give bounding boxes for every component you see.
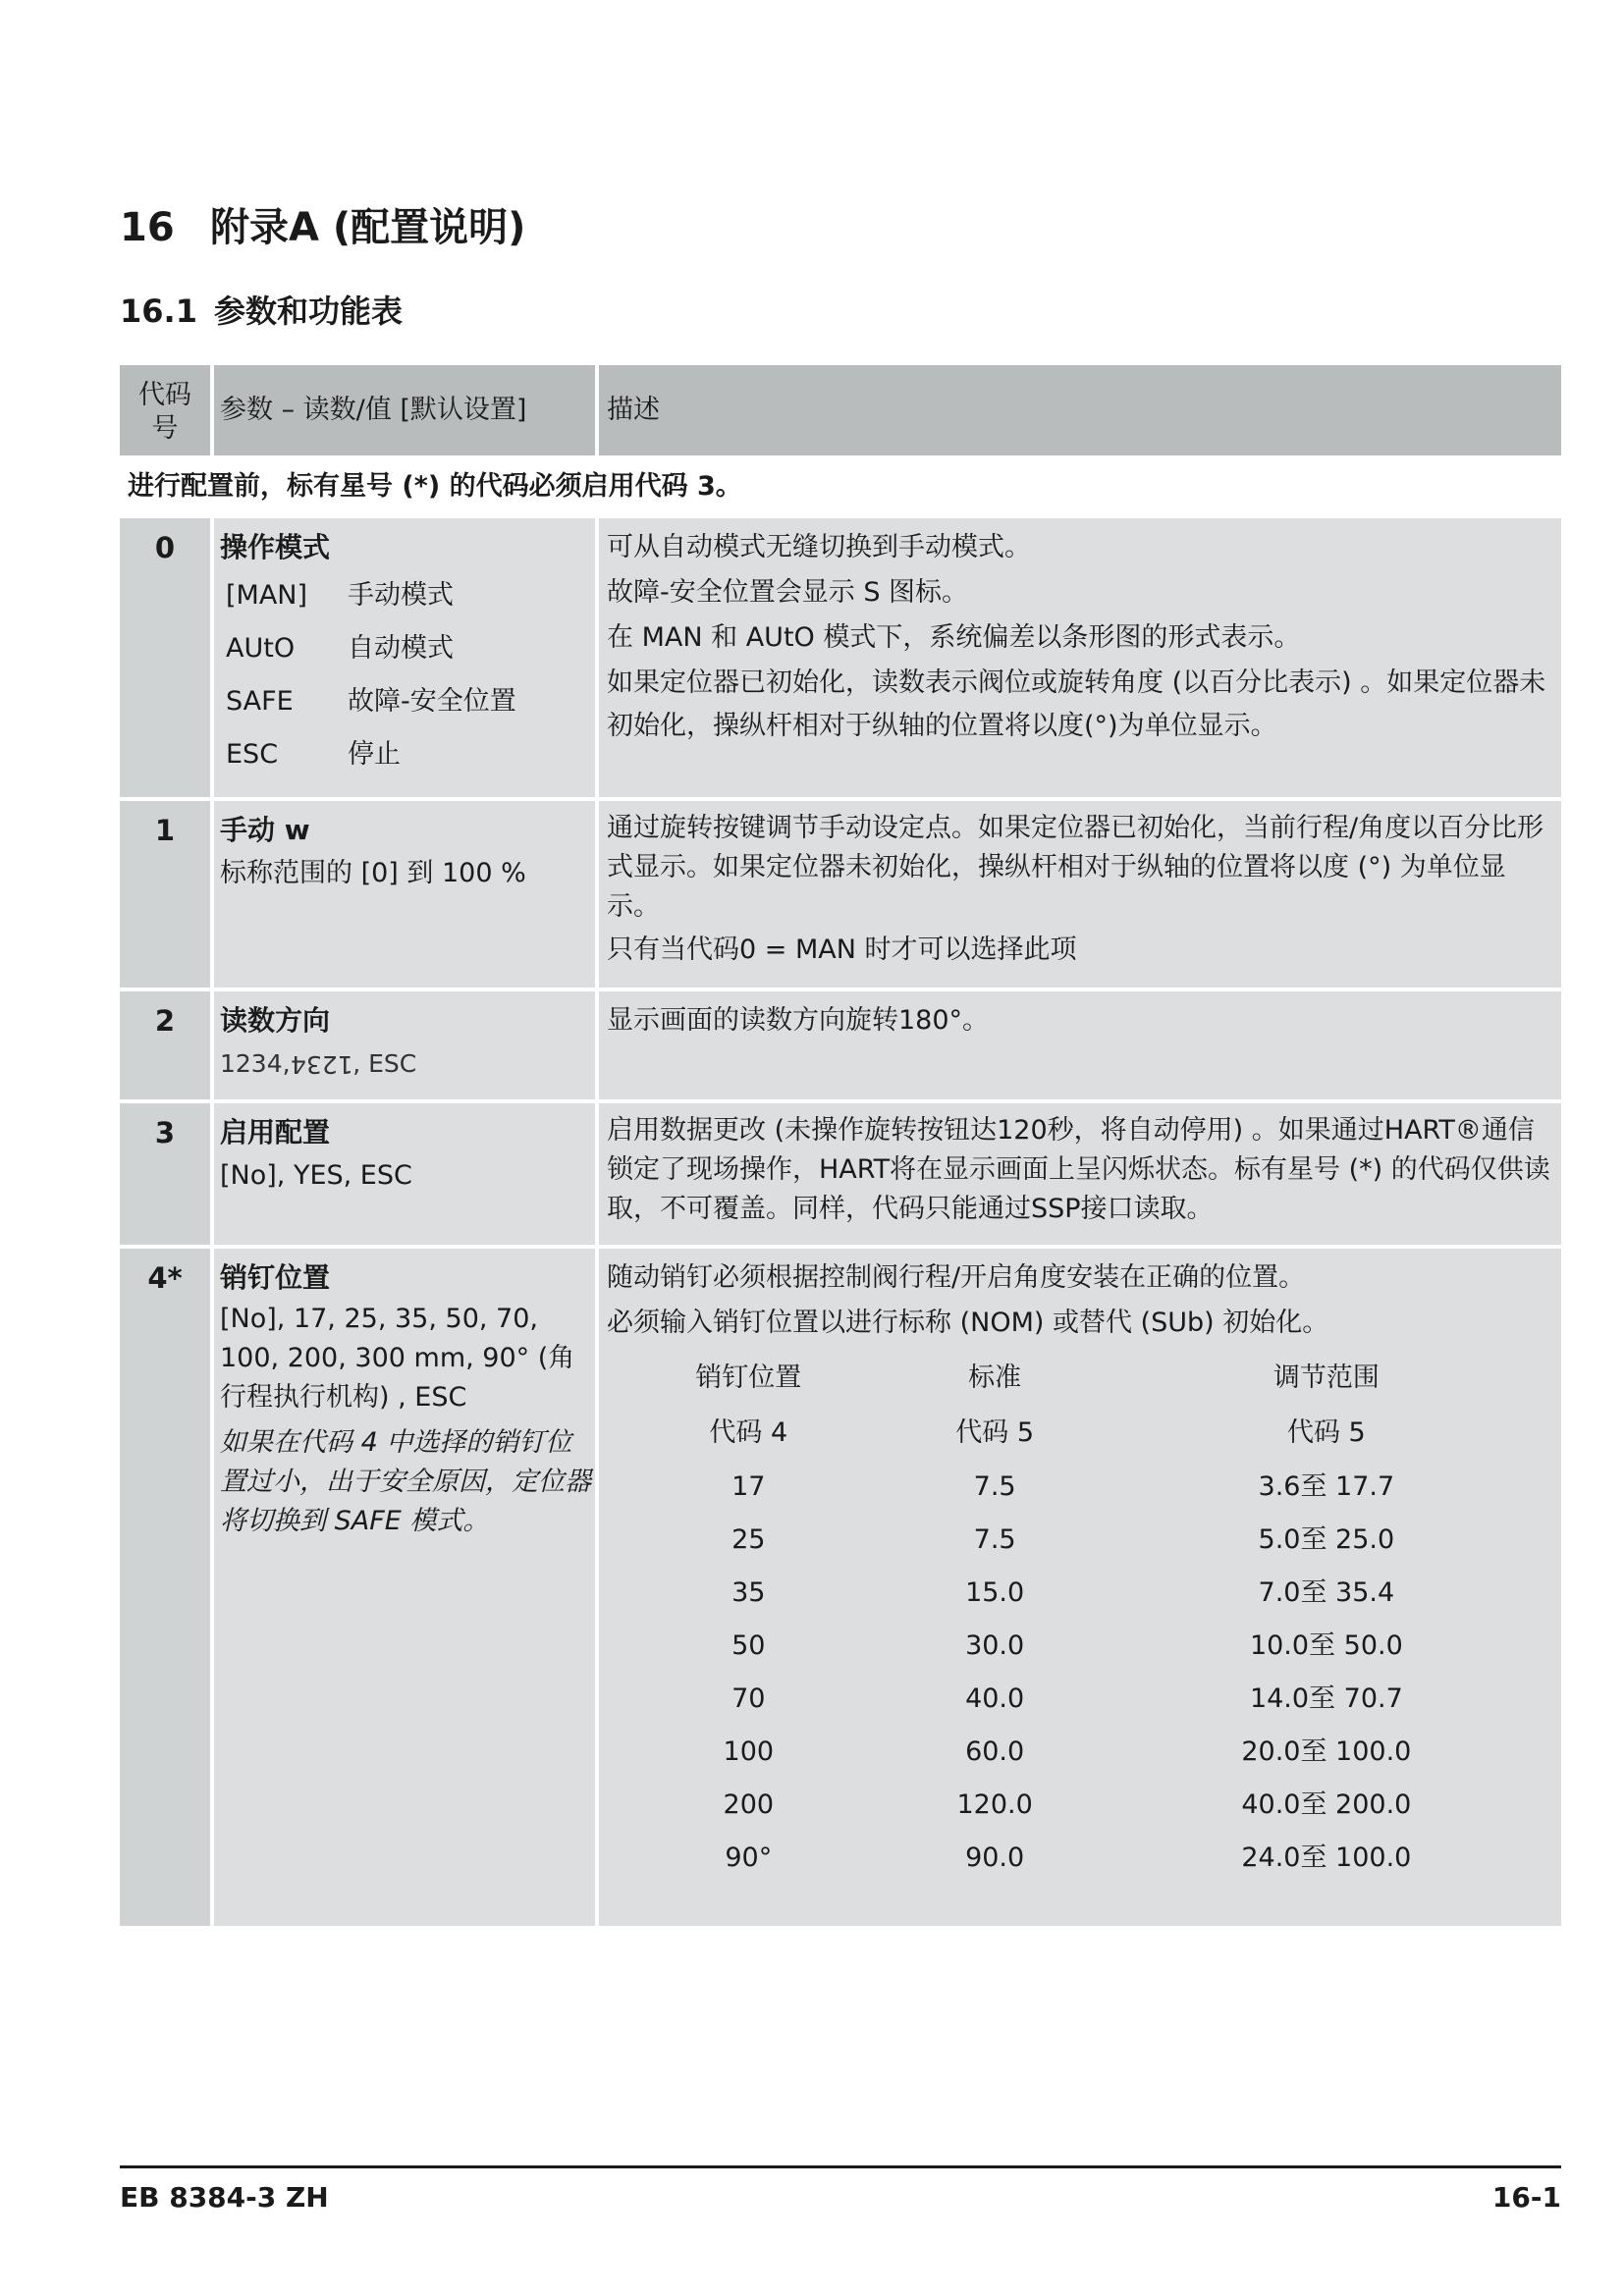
pin-cell: 120.0 <box>956 1789 1033 1820</box>
pin-cell: 70 <box>731 1683 766 1714</box>
section-number: 16.1 <box>120 293 197 330</box>
pin-row <box>607 1673 1553 1726</box>
row-param <box>210 1249 595 1930</box>
pin-cell: 50 <box>731 1630 766 1661</box>
pin-position-table <box>607 1351 1553 1885</box>
pin-header: 标准 <box>968 1362 1022 1393</box>
pin-row <box>607 1620 1553 1673</box>
desc-line: 随动销钉必须根据控制阀行程/开启角度安装在正确的位置。 <box>607 1262 1306 1293</box>
row-desc <box>595 801 1561 991</box>
option-item: AUtO 自动模式 <box>226 633 454 664</box>
pin-cell: 35 <box>731 1577 766 1608</box>
parameter-table <box>120 365 1561 1930</box>
pin-row <box>607 1726 1553 1779</box>
row-param <box>210 991 595 1103</box>
pin-row <box>607 1779 1553 1832</box>
pin-row <box>607 1567 1553 1620</box>
pin-cell: 20.0至 100.0 <box>1241 1736 1412 1767</box>
footer-page-number: 16-1 <box>1491 2181 1561 2214</box>
pin-cell: 30.0 <box>965 1630 1025 1661</box>
section-heading <box>120 287 403 332</box>
chapter-title: 附录A (配置说明) <box>210 205 526 250</box>
row-param <box>210 1103 595 1249</box>
pin-cell: 90° <box>725 1842 773 1873</box>
note-row <box>120 459 1561 518</box>
desc-line: 故障-安全位置会显示 S 图标。 <box>607 577 969 608</box>
pin-cell: 17 <box>731 1471 766 1502</box>
header-param: 参数 – 读数/值 [默认设置] <box>210 365 595 459</box>
desc-line: 必须输入销钉位置以进行标称 (NOM) 或替代 (SUb) 初始化。 <box>607 1308 1329 1338</box>
pin-row <box>607 1832 1553 1885</box>
desc-line: 通过旋转按键调节手动设定点。如果定位器已初始化，当前行程/角度以百分比形式显示。如果定位器未初始化，操纵杆相对于纵轴的位置将以度 (°) 为单位显示。 <box>607 813 1544 922</box>
table-row <box>120 518 1561 801</box>
pin-cell: 40.0 <box>965 1683 1025 1714</box>
pin-header: 代码 5 <box>955 1417 1035 1448</box>
desc-line: 启用数据更改 (未操作旋转按钮达120秒，将自动停用) 。如果通过HART®通信锁定了现场操作，HART将在显示画面上呈闪烁状态。标有星号 (*) 的代码仅供读取，不可覆盖。同样，代码只能通过SSP接口读取。 <box>607 1115 1550 1224</box>
row-code: 2 <box>120 991 210 1103</box>
row-code: 1 <box>120 801 210 991</box>
pin-cell: 14.0至 70.7 <box>1249 1683 1403 1714</box>
table-row <box>120 1249 1561 1930</box>
row-desc <box>595 518 1561 801</box>
pin-cell: 7.5 <box>973 1471 1016 1502</box>
row-param <box>210 518 595 801</box>
row-desc <box>595 1103 1561 1249</box>
table-header-row <box>120 365 1561 459</box>
pin-cell: 40.0至 200.0 <box>1241 1789 1412 1820</box>
param-name: 读数方向 <box>220 1004 331 1037</box>
row-code: 4* <box>120 1249 210 1930</box>
param-warning: 如果在代码 4 中选择的销钉位置过小，出于安全原因，定位器将切换到 SAFE 模式。 <box>220 1427 591 1536</box>
pin-cell: 7.5 <box>973 1524 1016 1555</box>
desc-line: 在 MAN 和 AUtO 模式下，系统偏差以条形图的形式表示。 <box>607 622 1301 653</box>
pin-header: 代码 5 <box>1286 1417 1366 1448</box>
pin-cell: 100 <box>723 1736 775 1767</box>
param-values: 1234,1234, ESC <box>220 1049 417 1079</box>
pin-header: 调节范围 <box>1272 1362 1380 1393</box>
pin-cell: 5.0至 25.0 <box>1258 1524 1395 1555</box>
option-item: SAFE 故障-安全位置 <box>226 686 516 717</box>
pin-cell: 24.0至 100.0 <box>1241 1842 1412 1873</box>
param-name: 启用配置 <box>220 1116 331 1148</box>
param-name: 手动 w <box>220 814 310 846</box>
pin-cell: 200 <box>723 1789 775 1820</box>
table-row <box>120 801 1561 991</box>
pin-cell: 15.0 <box>965 1577 1025 1608</box>
option-item: [MAN] 手动模式 <box>226 580 454 611</box>
pin-cell: 60.0 <box>965 1736 1025 1767</box>
pin-header: 销钉位置 <box>695 1362 802 1393</box>
param-name: 操作模式 <box>220 531 331 563</box>
pin-cell: 3.6至 17.7 <box>1258 1471 1395 1502</box>
footer-rule <box>120 2165 1561 2168</box>
row-desc <box>595 991 1561 1103</box>
option-item: ESC 停止 <box>226 739 401 770</box>
desc-line: 只有当代码0 = MAN 时才可以选择此项 <box>607 934 1077 965</box>
chapter-heading <box>120 196 525 252</box>
desc-line: 可从自动模式无缝切换到手动模式。 <box>607 532 1031 562</box>
param-name: 销钉位置 <box>220 1261 331 1294</box>
param-values: 标称范围的 [0] 到 100 % <box>220 858 526 888</box>
pin-header-row <box>607 1351 1553 1406</box>
row-param <box>210 801 595 991</box>
chapter-number: 16 <box>120 205 175 250</box>
param-values: [No], YES, ESC <box>220 1160 412 1191</box>
param-values: [No], 17, 25, 35, 50, 70, 100, 200, 300 mm, 90° (角行程执行机构) , ESC <box>220 1304 575 1413</box>
desc-line: 如果定位器已初始化，读数表示阀位或旋转角度 (以百分比表示) 。如果定位器未初始化，操纵杆相对于纵轴的位置将以度(°)为单位显示。 <box>607 667 1546 741</box>
footer-doc-id: EB 8384-3 ZH <box>120 2181 329 2214</box>
pin-header: 代码 4 <box>709 1417 788 1448</box>
section-title: 参数和功能表 <box>214 293 404 330</box>
row-code: 0 <box>120 518 210 801</box>
row-desc <box>595 1249 1561 1930</box>
table-row <box>120 991 1561 1103</box>
pin-cell: 10.0至 50.0 <box>1249 1630 1403 1661</box>
table-row <box>120 1103 1561 1249</box>
header-code: 代码号 <box>120 365 210 459</box>
pin-cell: 90.0 <box>965 1842 1025 1873</box>
pin-cell: 25 <box>731 1524 766 1555</box>
config-note: 进行配置前，标有星号 (*) 的代码必须启用代码 3。 <box>120 459 1561 518</box>
header-desc: 描述 <box>595 365 1561 459</box>
row-code: 3 <box>120 1103 210 1249</box>
pin-row <box>607 1461 1553 1514</box>
desc-line: 显示画面的读数方向旋转180°。 <box>607 1005 990 1036</box>
pin-header-row <box>607 1406 1553 1461</box>
pin-row <box>607 1514 1553 1567</box>
pin-cell: 7.0至 35.4 <box>1258 1577 1395 1608</box>
